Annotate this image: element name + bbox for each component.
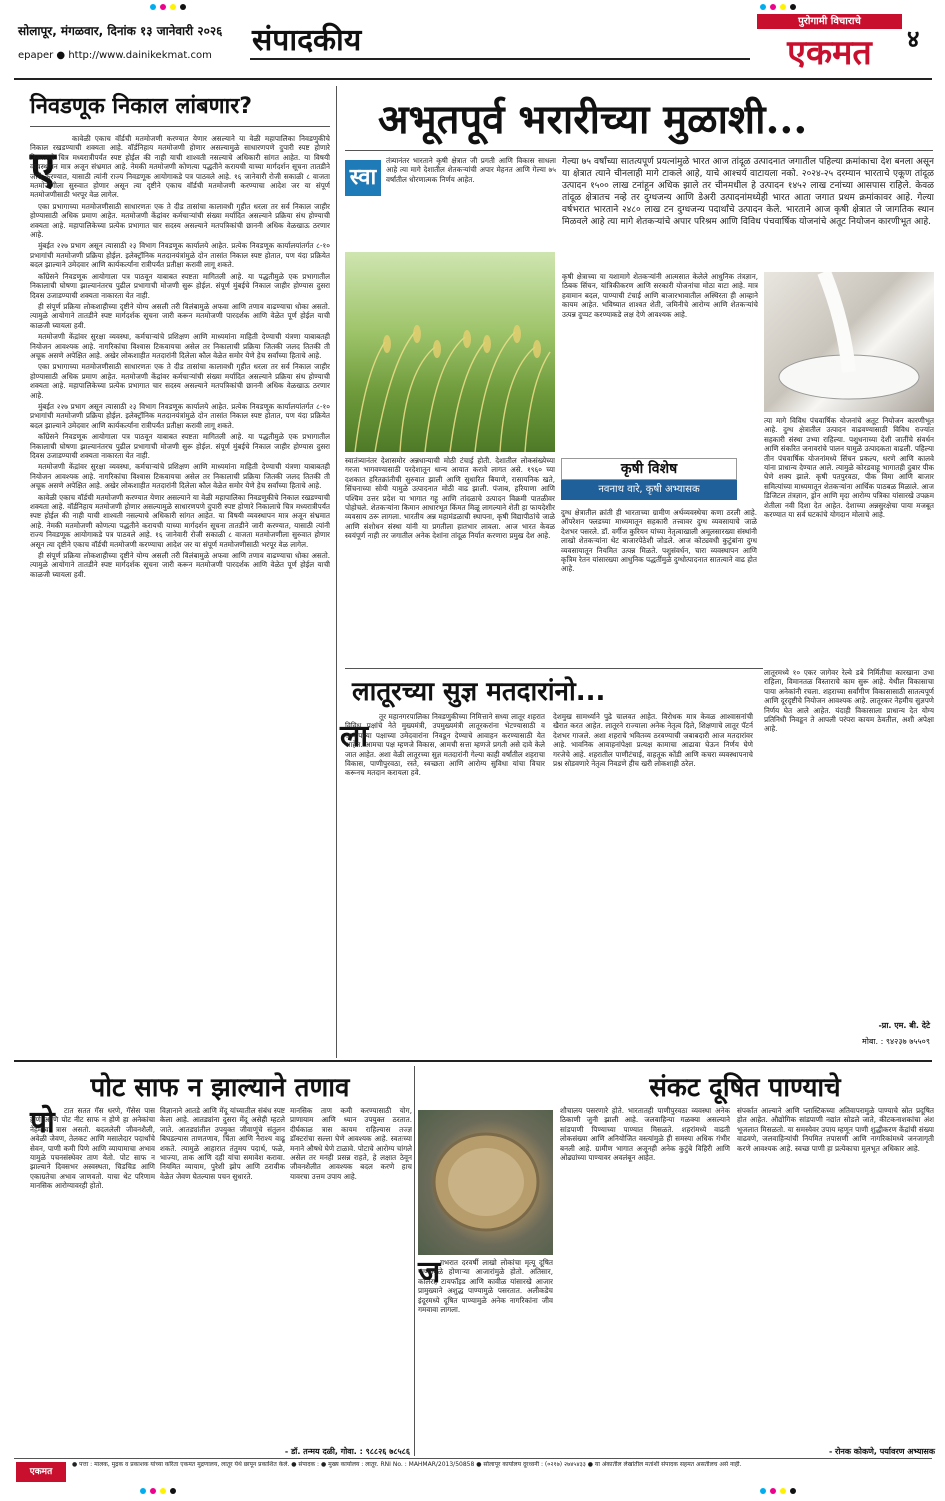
water-jug-illustration (418, 1110, 553, 1255)
logo-name: एकमत (787, 33, 872, 73)
main-col-1: स्वातंत्र्यानंतर देशासमोर अन्नधान्याची मोठी टंचाई होती. देशातील लोकसंख्येच्या गरजा भागवण्यासाठी परदेशातून धान्य आयात करावे लागत असे. १९६० च्या दशकात हरितक्रांतीची सुरुवात झाली आणि सुधारित बियाणे, रासायनिक खते, सिंचनाच्या सोयी यामुळे उत्पादनात मोठी वाढ झाली. पंजाब, हरियाणा आणि पश्चिम उत्तर प्रदेश या भागात गहू आणि तांदळाचे उत्पादन विक्रमी पातळीवर पोहोचले. शेतकऱ्यांना किमान आधारभूत किंमत मिळू लागल्याने शेती हा फायदेशीर व्यवसाय ठरू लागला. भारतीय अन्न महामंडळाची स्थापना, कृषी विद्यापीठांचे जाळे आणि संशोधन संस्था यांनी या प्रगतीला हातभार लावला. आज भारत केवळ स्वयंपूर्ण नाही तर जगातील अनेक देशांना तांदूळ निर्यात करणारा प्रमुख देश आहे. (345, 456, 555, 541)
bottom-right-col-1: गभरात दरवर्षी लाखो लोकांचा मृत्यू दूषित पाण्यामुळे होणाऱ्या आजारांमुळे होतो. अतिसार, कॉलरा, टायफॉइड आणि कावीळ यांसारखे आजार प्रामुख्याने अशुद्ध पाण्यामुळे पसरतात. अलीकडेच इंदूरमध्ये दूषित पाण्यामुळे अनेक नागरिकांना जीव गमवावा लागला. (418, 1258, 553, 1315)
bottom-right-col-2: शौचालय पसरणारे होते. भारतातही पाणीपुरवठा व्यवस्था अनेक ठिकाणी जुनी झाली आहे. जलवाहिन्या गळक्या असल्याने सांडपाणी पिण्याच्या पाण्यात मिसळते. शहरांमध्ये वाढती लोकसंख्या आणि अनियोजित वस्त्यांमुळे ही समस्या अधिक गंभीर बनली आहे. ग्रामीण भागात अजूनही अनेक कुटुंबे विहिरी आणि ओढ्यांच्या पाण्यावर अवलंबून आहेत. (560, 1106, 730, 1163)
logo-tagline: पुरोगामी विचाराचे (757, 14, 902, 29)
krushi-vishesh-title: कृषी विशेष (561, 458, 737, 480)
bottom-left-drop-cap: पो (30, 1105, 55, 1140)
bottom-section-rule (14, 1060, 932, 1062)
registration-dot (170, 1488, 176, 1494)
main-drop-cap: स्वा (345, 160, 381, 196)
dirty-water-photo (418, 1110, 553, 1255)
main-col-2: दुग्ध क्षेत्रातील क्रांती ही भारताच्या ग्रामीण अर्थव्यवस्थेचा कणा ठरली आहे. ऑपरेशन फ्लडच्या माध्यमातून सहकारी तत्त्वावर दुग्ध व्यवसायाचे जाळे देशभर पसरले. डॉ. वर्गीज कुरियन यांच्या नेतृत्वाखाली अमूलसारख्या संस्थांनी लाखो शेतकऱ्यांना थेट बाजारपेठेशी जोडले. आज कोट्यवधी कुटुंबांना दुग्ध व्यवसायातून नियमित उत्पन्न मिळते. पशुसंवर्धन, चारा व्यवस्थापन आणि कृत्रिम रेतन यांसारख्या आधुनिक पद्धतींमुळे दुग्धोत्पादनात सातत्याने वाढ होत आहे. (561, 508, 757, 574)
milk-illustration (764, 272, 934, 412)
latur-col-1: तूर महानगरपालिका निवडणुकीच्या निमित्ताने सध्या लातूर शहरात विविध पक्षांचे नेते मुख्यमंत्री, उपमुख्यमंत्री लातूरकरांना भेटण्यासाठी व आपापल्या पक्षाच्या उमेदवारांना निवडून देण्याचे आवाहन करण्यासाठी येत आहेत. आमचा पक्ष म्हणजे विकास, आमची सत्ता म्हणजे प्रगती असे दावे केले जात आहेत. अशा वेळी लातूरच्या सुज्ञ मतदारांनी गेल्या काही वर्षांतील शहराचा विकास, पाणीपुरवठा, रस्ते, स्वच्छता आणि आरोग्य सुविधा यांचा विचार करूनच मतदान करायला हवे. (345, 712, 545, 778)
latur-headline: लातूरच्या सुज्ञ मतदारांनो... (352, 677, 606, 707)
main-headline-rule (345, 150, 933, 151)
editorial-1-para-8: मुंबईत २२७ प्रभाग असून त्यासाठी २३ विभाग निवडणूक कार्यालये आहेत. प्रत्येक निवडणूक कार्यालयांतर्गत ८-१० प्रभागांची मतमोजणी प्रक्रिया होईल. इलेक्ट्रॉनिक मतदानयंत्रांमुळे दोन तासांत निकाल स्पष्ट होतात, पण यंदा प्रक्रियेत बदल झाल्याने उमेदवार आणि कार्यकर्त्यांना रात्रीपर्यंत प्रतीक्षा करावी लागू शकते. (30, 401, 330, 430)
registration-dot (760, 4, 766, 10)
latur-col-2: देशमुख सामर्थ्याने पुढे चालवत आहेत. विरोधक मात्र केवळ आश्वासनांची खैरात करत आहेत. लातूरने राज्याला अनेक नेतृत्व दिले, शिक्षणाचे लातूर पॅटर्न देशभर गाजले. अशा शहराचे भवितव्य ठरवण्याची जबाबदारी आज मतदारांवर आहे. भावनिक आवाहनांपेक्षा प्रत्यक्ष कामाचा आढावा घेऊन निर्णय घेणे गरजेचे आहे. शहरातील पाणीटंचाई, वाहतूक कोंडी आणि कचरा व्यवस्थापनाचे प्रश्न सोडवणारे नेतृत्व निवडणे हीच खरी लोकशाही ठरेल. (553, 712, 753, 769)
editorial-1-drop-cap: ए (30, 141, 56, 195)
editorial-1-body (30, 134, 330, 1052)
registration-dot (150, 1488, 156, 1494)
registration-dot (140, 1488, 146, 1494)
editorial-1-para-2: एका प्रभागाच्या मतमोजणीसाठी साधारणतः एक ते दीड तासांचा कालावधी गृहीत धरला तर सर्व निकाल जाहीर होण्यासाठी अधिक प्रमाण आहेत. मतमोजणी केंद्रांवर कर्मचाऱ्यांची संख्या मर्यादित असल्याने प्रक्रिया संथ होण्याची शक्यता आहे. महापालिकेच्या प्रत्येक प्रभागात चार सदस्य असल्याने मतपत्रिकांची छाननी अधिक वेळखाऊ ठरणार आहे. (30, 201, 330, 240)
editorial-1-para-4: कॉंग्रेसने निवडणूक आयोगाला पत्र पाठवून याबाबत स्पष्टता मागितली आहे. या पद्धतीमुळे एक प्रभागातील निकालाची घोषणा झाल्यानंतरच पुढील प्रभागाची मोजणी सुरू होईल. संपूर्ण मुंबईचे निकाल जाहीर होण्यास दुसरा दिवस उजाडण्याची शक्यता नाकारता येत नाही. (30, 271, 330, 300)
latur-signature-name: -प्रा. एम. बी. देटे (878, 1021, 930, 1030)
registration-dot (780, 4, 786, 10)
header-bottom-rule (14, 78, 932, 80)
bottom-left-signature: - डॉ. तन्मय दळी, गोवा. : ९८८२६ ७८५८६ (284, 1447, 410, 1456)
krushi-vishesh-author: नवनाथ वारे, कृषी अभ्यासक (561, 480, 737, 500)
column-rule (336, 86, 337, 1058)
page-header (14, 12, 932, 74)
registration-dot (760, 1488, 766, 1494)
registration-dot (180, 4, 186, 10)
registration-dot (790, 4, 796, 10)
editorial-1-para-5: ही संपूर्ण प्रक्रिया लोकशाहीच्या दृष्टीने योग्य असली तरी विलंबामुळे अफवा आणि तणाव वाढण्याचा धोका असतो. त्यामुळे आयोगाने तातडीने स्पष्ट मार्गदर्शक सूचना जारी करून मतमोजणी पारदर्शक आणि वेळेत पूर्ण होईल याची काळजी घ्यायला हवी. (30, 301, 330, 330)
registration-dot (770, 4, 776, 10)
editorial-1-para-6: मतमोजणी केंद्रांवर सुरक्षा व्यवस्था, कर्मचाऱ्यांचे प्रशिक्षण आणि माध्यमांना माहिती देण्याची यंत्रणा याबाबतही नियोजन आवश्यक आहे. नागरिकांचा विश्वास टिकवायचा असेल तर निकालाची प्रक्रिया जितकी जलद तितकी ती अचूक असणे अपेक्षित आहे. अखेर लोकशाहीत मतदारांनी दिलेला कौल वेळेत समोर येणे हेच सर्वांच्या हिताचे आहे. (30, 332, 330, 360)
bottom-right-drop-cap: ज (418, 1255, 441, 1290)
registration-marks-top (0, 4, 945, 14)
bottom-left-col-2: विज्ञानाने आतडे आणि मेंदू यांच्यातील संबंध स्पष्ट केला आहे. आतड्यांना दुसरा मेंदू असेही म्हटले जाते. आतड्यांतील उपयुक्त जीवाणूंचे संतुलन बिघडल्यास ताणतणाव, चिंता आणि नैराश्य वाढू शकते. त्यामुळे आहारात तंतुमय पदार्थ, फळे, भाज्या, ताक आणि दही यांचा समावेश करावा. नियमित व्यायाम, पुरेशी झोप आणि ठरावीक वेळेत जेवण घेतल्यास पचन सुधारते. (160, 1106, 285, 1181)
editorial-1-para-7: एका प्रभागाच्या मतमोजणीसाठी साधारणतः एक ते दीड तासांचा कालावधी गृहीत धरला तर सर्व निकाल जाहीर होण्यासाठी अधिक प्रमाण आहेत. मतमोजणी केंद्रांवर कर्मचाऱ्यांची संख्या मर्यादित असल्याने प्रक्रिया संथ होण्याची शक्यता आहे. महापालिकेच्या प्रत्येक प्रभागात चार सदस्य असल्याने मतपत्रिकांची छाननी अधिक वेळखाऊ ठरणार आहे. (30, 362, 330, 400)
main-intro: तंत्र्यानंतर भारताने कृषी क्षेत्रात जी प्रगती आणि विकास साधला आहे त्या मागे देशातील शेतकऱ्यांची अपार मेहनत आणि गेल्या ७५ वर्षांतील धोरणात्मक निर्णय आहेत. (386, 156, 556, 184)
bottom-left-headline: पोट साफ न झाल्याने तणाव (90, 1073, 350, 1103)
bottom-column-rule (414, 1066, 415, 1456)
footer-logo: एकमत (16, 1462, 66, 1482)
editorial-1-headline: निवडणूक निकाल लांबणार? (30, 94, 252, 119)
editorial-1-para-1: कावेळी एकाच वॉर्डची मतमोजणी करण्यात येणार असल्याने या वेळी महापालिका निवडणुकीचे निकाल रखडण्याची शक्यता आहे. वॉर्डनिहाय मतमोजणी होणार असल्यामुळे साधारणपणे दुपारी स्पष्ट होणारे निकालाचे चित्र मध्यरात्रीपर्यंत स्पष्ट होईल की नाही याची शाश्वती नसल्याचे अधिकारी सांगत आहेत. या विषयी व्यवस्थापन मात्र अजून संभ्रमात आहे. नेमकी मतमोजणी कोणत्या पद्धतीने करायची याच्या मार्गदर्शन सूचना तातडीने जारी करण्यात, यासाठी त्यांनी राज्य निवडणूक आयोगाकडे पत्र पाठवले आहे. १६ जानेवारी रोजी सकाळी ८ वाजता मतमोजणीला सुरुवात होणार असून त्या दृष्टीने एकाच वॉर्डची मतमोजणी करण्याचा आदेश जर या संपूर्ण मतमोजणीसाठी भरपूर वेळ लागेल. (30, 134, 330, 200)
date-line: सोलापूर, मंगळवार, दिनांक १३ जानेवारी २०२६ (18, 24, 223, 38)
editorial-1-para-12: ही संपूर्ण प्रक्रिया लोकशाहीच्या दृष्टीने योग्य असली तरी विलंबामुळे अफवा आणि तणाव वाढण्याचा धोका असतो. त्यामुळे आयोगाने तातडीने स्पष्ट मार्गदर्शक सूचना जारी करून मतमोजणी पारदर्शक आणि वेळेत पूर्ण होईल याची काळजी घ्यायला हवी. (30, 551, 330, 579)
latur-drop-cap: ला (340, 719, 369, 754)
main-top-right: गेल्या ७५ वर्षांच्या सातत्यपूर्ण प्रयत्नांमुळे भारत आज तांदूळ उत्पादनात जगातील पहिल्या क्रमांकाचा देश बनला असून या क्षेत्रात त्याने चीनलाही मागे टाकले आहे, याचे आश्चर्य वाटायला नको. २०२४-२५ दरम्यान भारताचे एकूण तांदूळ उत्पादन १५०० लाख टनांहून अधिक झाले तर चीनमधील हे उत्पादन १४५२ लाख टनांच्या आसपास राहिले. केवळ तांदूळ क्षेत्रातच नव्हे तर दुग्धजन्य आणि डेअरी उत्पादनांमध्येही भारत आता जगात प्रथम क्रमांकावर आहे. गेल्या वर्षभरात भारताने २४८० लाख टन दुग्धजन्य पदार्थांचे उत्पादन केले. भारताने आज कृषी क्षेत्रात जे जागतिक स्थान मिळवले आहे त्या मागे शेतकऱ्यांचे अपार परिश्रम आणि विविध पंचवार्षिक योजनांचे अतूट नियोजन कारणीभूत आहे. (562, 157, 934, 227)
footer-imprint: ● पत्ता : मालक, मुद्रक व प्रकाशक यांच्या करिता एकमत मुद्रणालय, लातूर येथे छापून प्रकाशित केले. ● संपादक : ● मुख्य कार्यालय : लातूर. RNI No. : MAHMAR/2013/50858 ● सोलापूर कार्यालय दूरध्वनी : (०२१७) २७४५४३३ ● या अंकातील लेखांतील मतांशी संपादक सहमत असतीलच असे नाही. (72, 1461, 742, 1468)
main-col-2-top: कृषी क्षेत्राच्या या यशामागे शेतकऱ्यांनी आत्मसात केलेले आधुनिक तंत्रज्ञान, ठिबक सिंचन, यांत्रिकीकरण आणि सरकारी योजनांचा मोठा वाटा आहे. मात्र हवामान बदल, पाण्याची टंचाई आणि बाजारभावातील अस्थिरता ही आव्हाने कायम आहेत. भविष्यात शाश्वत शेती, जमिनीचे आरोग्य आणि शेतकऱ्यांचे उत्पन्न दुप्पट करण्याकडे लक्ष देणे आवश्यक आहे. (562, 272, 758, 319)
bottom-left-col-1: टात सतत गॅस धरणे, गॅसेस पास होणे आणि पोट नीट साफ न होणे हा अनेकांचा नेहमीचा त्रास असतो. बदललेली जीवनशैली, अवेळी जेवण, तेलकट आणि मसालेदार पदार्थांचे सेवन, पाणी कमी पिणे आणि व्यायामाचा अभाव यामुळे पचनसंस्थेवर ताण येतो. पोट साफ न झाल्याने दिवसभर अस्वस्थता, चिडचिड आणि एकाग्रतेचा अभाव जाणवतो. याचा थेट परिणाम मानसिक आरोग्यावरही होतो. (30, 1106, 155, 1191)
registration-dot (160, 4, 166, 10)
latur-col-3: लातूरमध्ये १० एकर जागेवर रेल्वे डबे निर्मितीचा कारखाना उभा राहिला, विमानतळ विस्ताराचे काम सुरू आहे. येथील विकासाचा पाया अनेकांनी रचला. शहराच्या सर्वांगीण विकासासाठी सातत्यपूर्ण आणि दूरदृष्टीचे नियोजन आवश्यक आहे. लातूरकर नेहमीच सुज्ञपणे निर्णय घेत आले आहेत. यंदाही विकासाला प्राधान्य देत योग्य प्रतिनिधी निवडून ते आपली परंपरा कायम ठेवतील, अशी अपेक्षा आहे. (764, 668, 934, 734)
rice-field-illustration (345, 252, 555, 452)
registration-dot (150, 4, 156, 10)
registration-dot (160, 1488, 166, 1494)
editorial-1-para-9: कॉंग्रेसने निवडणूक आयोगाला पत्र पाठवून याबाबत स्पष्टता मागितली आहे. या पद्धतीमुळे एक प्रभागातील निकालाची घोषणा झाल्यानंतरच पुढील प्रभागाची मोजणी सुरू होईल. संपूर्ण मुंबईचे निकाल जाहीर होण्यास दुसरा दिवस उजाडण्याची शक्यता नाकारता येत नाही. (30, 432, 330, 460)
latur-signature-phone: मोबा. : ९४२३७ ७५५०९ (862, 1037, 930, 1046)
page-number: ४ (907, 25, 920, 53)
registration-dot (170, 4, 176, 10)
editorial-1-rule (30, 126, 330, 127)
bottom-left-col-3: मानसिक ताण कमी करण्यासाठी योग, प्राणायाम आणि ध्यान उपयुक्त ठरतात. दीर्घकाळ त्रास कायम राहिल्यास तज्ज्ञ डॉक्टरांचा सल्ला घेणे आवश्यक आहे. स्वतःच्या मनाने औषधे घेणे टाळावे. पोटाचे आरोग्य चांगले असेल तर मनही प्रसन्न राहते, हे लक्षात ठेवून जीवनशैलीत आवश्यक बदल करणे हाच यावरचा उत्तम उपाय आहे. (290, 1106, 412, 1181)
section-title: संपादकीय (252, 23, 362, 58)
editorial-1-para-11: कावेळी एकाच वॉर्डची मतमोजणी करण्यात येणार असल्याने या वेळी महापालिका निवडणुकीचे निकाल रखडण्याची शक्यता आहे. वॉर्डनिहाय मतमोजणी होणार असल्यामुळे साधारणपणे दुपारी स्पष्ट होणारे निकालाचे चित्र मध्यरात्रीपर्यंत स्पष्ट होईल की नाही याची शाश्वती नसल्याचे अधिकारी सांगत आहेत. या विषयी व्यवस्थापन मात्र अजून संभ्रमात आहे. नेमकी मतमोजणी कोणत्या पद्धतीने करायची याच्या मार्गदर्शन सूचना तातडीने जारी करण्यात, यासाठी त्यांनी राज्य निवडणूक आयोगाकडे पत्र पाठवले आहे. १६ जानेवारी रोजी सकाळी ८ वाजता मतमोजणीला सुरुवात होणार असून त्या दृष्टीने एकाच वॉर्डची मतमोजणी करण्याचा आदेश जर या संपूर्ण मतमोजणीसाठी भरपूर वेळ लागेल. (30, 492, 330, 549)
bottom-right-headline: संकट दूषित पाण्याचे (649, 1073, 841, 1103)
latur-top-rule (345, 668, 763, 669)
epaper-link[interactable]: epaper ● http://www.dainikekmat.com (18, 50, 212, 61)
registration-dot (780, 1488, 786, 1494)
rice-field-photo (345, 252, 555, 452)
registration-dot (770, 1488, 776, 1494)
registration-dot (790, 1488, 796, 1494)
page-footer (14, 1458, 932, 1484)
main-col-4: त्या मागे विविध पंचवार्षिक योजनांचे अतूट नियोजन कारणीभूत आहे. दुग्ध क्षेत्रातील उत्पादन वाढवण्यासाठी विविध राज्यांत सहकारी संस्था उभ्या राहिल्या. पशुधनाच्या देशी जातींचे संवर्धन आणि संकरित जनावरांचे पालन यामुळे उत्पादकता वाढली. पहिल्या तीन पंचवार्षिक योजनांमध्ये सिंचन प्रकल्प, धरणे आणि कालवे यांना प्राधान्य देण्यात आले. त्यामुळे कोरडवाहू भागातही दुबार पीक घेणे शक्य झाले. कृषी पतपुरवठा, पीक विमा आणि बाजार समित्यांच्या माध्यमातून शेतकऱ्यांना आर्थिक पाठबळ मिळाले. आज डिजिटल तंत्रज्ञान, ड्रोन आणि मृदा आरोग्य पत्रिका यांसारखे उपक्रम शेतीला नवी दिशा देत आहेत. देशाच्या अन्नसुरक्षेचा पाया मजबूत करण्यात या सर्व घटकांचे योगदान मोलाचे आहे. (764, 416, 934, 520)
editorial-1-para-10: मतमोजणी केंद्रांवर सुरक्षा व्यवस्था, कर्मचाऱ्यांचे प्रशिक्षण आणि माध्यमांना माहिती देण्याची यंत्रणा याबाबतही नियोजन आवश्यक आहे. नागरिकांचा विश्वास टिकवायचा असेल तर निकालाची प्रक्रिया जितकी जलद तितकी ती अचूक असणे अपेक्षित आहे. अखेर लोकशाहीत मतदारांनी दिलेला कौल वेळेत समोर येणे हेच सर्वांच्या हिताचे आहे. (30, 462, 330, 491)
newspaper-logo (757, 14, 902, 72)
bottom-right-col-3: संपर्कात आल्याने आणि प्लास्टिकच्या अतिवापरामुळे पाण्याचे स्रोत प्रदूषित होत आहेत. औद्योगिक सांडपाणी नद्यांत सोडले जाते, कीटकनाशकांचा अंश भूजलात मिसळतो. या समस्येवर उपाय म्हणून पाणी शुद्धीकरण केंद्रांची संख्या वाढवणे, जलवाहिन्यांची नियमित तपासणी आणि नागरिकांमध्ये जनजागृती करणे आवश्यक आहे. स्वच्छ पाणी हा प्रत्येकाचा मूलभूत अधिकार आहे. (737, 1106, 934, 1153)
bottom-right-signature: - रोनक कोकणे, पर्यावरण अभ्यासक (828, 1447, 935, 1456)
main-headline: अभूतपूर्व भरारीच्या मुळाशी... (378, 96, 808, 143)
krushi-vishesh-box (561, 458, 737, 502)
header-divider (250, 58, 750, 60)
registration-marks-bottom (0, 1488, 945, 1498)
editorial-1-para-3: मुंबईत २२७ प्रभाग असून त्यासाठी २३ विभाग निवडणूक कार्यालये आहेत. प्रत्येक निवडणूक कार्यालयांतर्गत ८-१० प्रभागांची मतमोजणी प्रक्रिया होईल. इलेक्ट्रॉनिक मतदानयंत्रांमुळे दोन तासांत निकाल स्पष्ट होतात, पण यंदा प्रक्रियेत बदल झाल्याने उमेदवार आणि कार्यकर्त्यांना रात्रीपर्यंत प्रतीक्षा करावी लागू शकते. (30, 241, 330, 270)
milk-pouring-photo (764, 272, 934, 412)
